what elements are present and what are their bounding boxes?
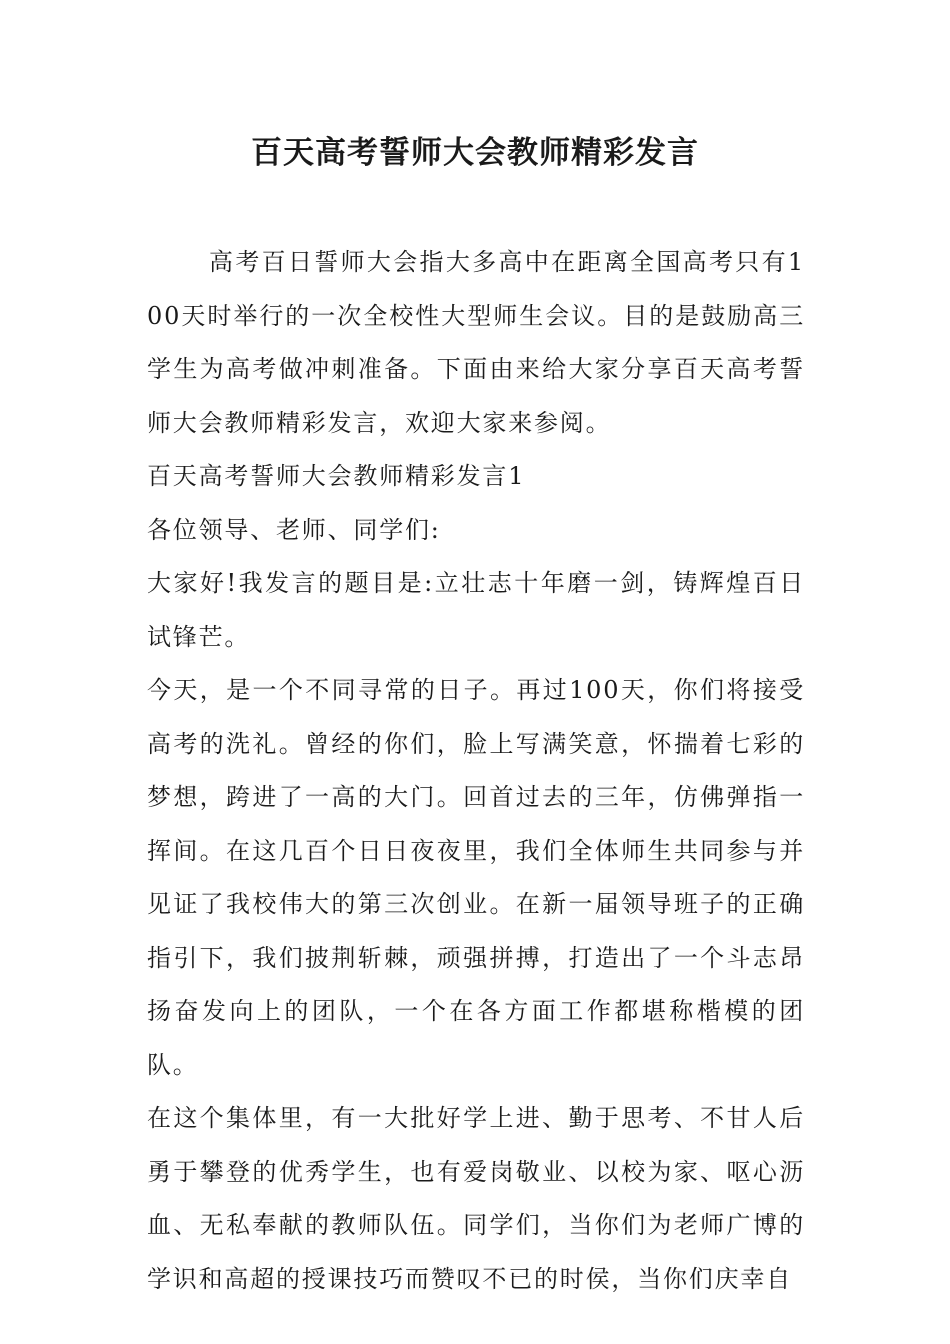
salutation-paragraph: 各位领导、老师、同学们: xyxy=(147,515,441,544)
body-paragraph: 在这个集体里，有一大批好学上进、勤于思考、不甘人后勇于攀登的优秀学生，也有爱岗敬业、以校为家、呕心沥血、无私奉献的教师队伍。同学们，当你们为老师广博的学识和高超的授课技巧而赞叹不已的时侯，当你们庆幸自 xyxy=(147,1104,805,1293)
document-body xyxy=(147,236,805,1306)
body-paragraph: 今天，是一个不同寻常的日子。再过100天，你们将接受高考的洗礼。曾经的你们，脸上写满笑意，怀揣着七彩的梦想，跨进了一高的大门。回首过去的三年，仿佛弹指一挥间。在这几百个日日夜夜里，我们全体师生共同参与并见证了我校伟大的第三次创业。在新一届领导班子的正确指引下，我们披荆斩棘，顽强拼搏，打造出了一个斗志昂扬奋发向上的团队，一个在各方面工作都堪称楷模的团队。 xyxy=(147,676,805,1079)
section-heading: 百天高考誓师大会教师精彩发言1 xyxy=(147,462,526,490)
document-title: 百天高考誓师大会教师精彩发言 xyxy=(251,135,699,171)
intro-paragraph: 高考百日誓师大会指大多高中在距离全国高考只有100天时举行的一次全校性大型师生会议。目的是鼓励高三学生为高考做冲刺准备。下面由来给大家分享百天高考誓师大会教师精彩发言，欢迎大家来参阅。 xyxy=(147,248,805,437)
greeting-paragraph: 大家好!我发言的题目是:立壮志十年磨一剑，铸辉煌百日试锋芒。 xyxy=(147,569,805,651)
